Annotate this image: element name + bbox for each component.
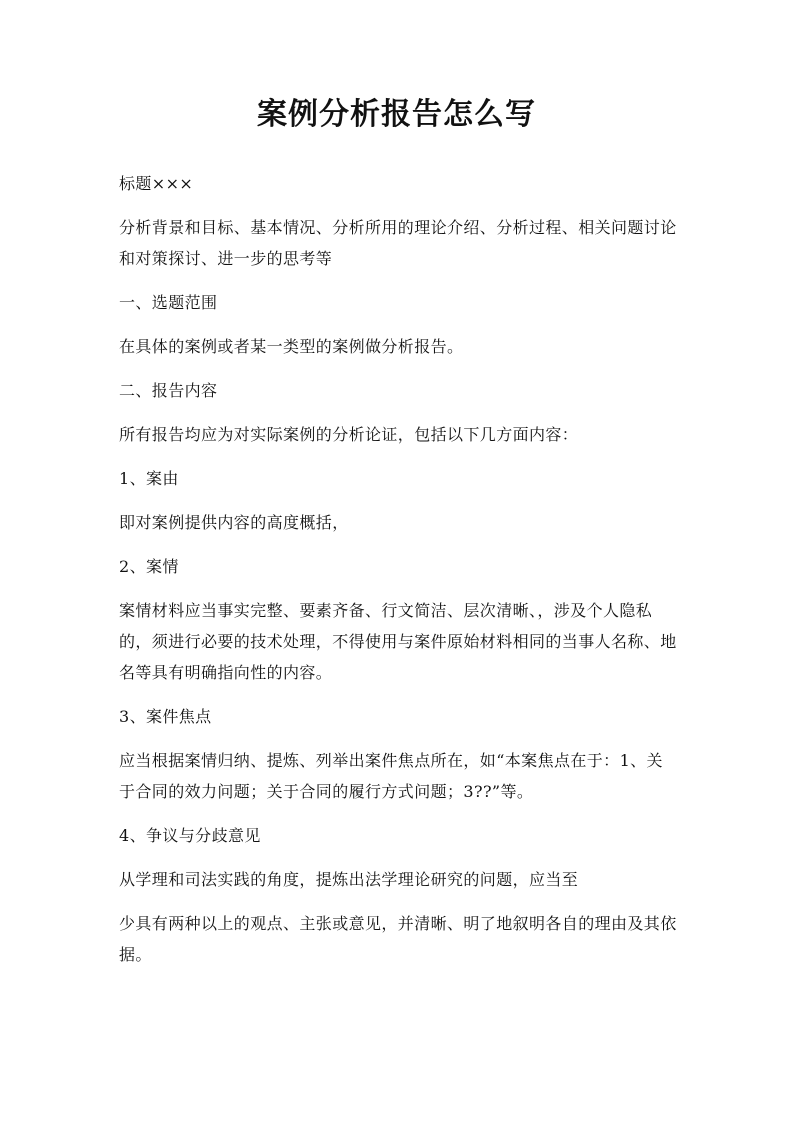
paragraph-case-focus: 应当根据案情归纳、提炼、列举出案件焦点所在，如“本案焦点在于：1、关于合同的效力问题；关于合同的履行方式问题；3??”等。 <box>119 751 663 801</box>
heading-title-placeholder: 标题××× <box>119 174 194 193</box>
section-heading-report-content: 二、报告内容 <box>119 381 218 400</box>
subheading-case-focus: 3、案件焦点 <box>119 707 212 726</box>
document-body <box>119 168 679 983</box>
paragraph-report-content: 所有报告均应为对实际案例的分析论证，包括以下几方面内容： <box>119 425 579 444</box>
paragraph-disputes-part2: 少具有两种以上的观点、主张或意见，并清晰、明了地叙明各自的理由及其依据。 <box>119 914 677 964</box>
subheading-case-facts: 2、案情 <box>119 557 179 576</box>
paragraph-outline: 分析背景和目标、基本情况、分析所用的理论介绍、分析过程、相关问题讨论和对策探讨、进一步的思考等 <box>119 218 677 268</box>
section-heading-topic-scope: 一、选题范围 <box>119 293 218 312</box>
paragraph-disputes-part1: 从学理和司法实践的角度，提炼出法学理论研究的问题，应当至 <box>119 870 579 889</box>
paragraph-case-facts: 案情材料应当事实完整、要素齐备、行文简洁、层次清晰、，涉及个人隐私的，须进行必要的技术处理，不得使用与案件原始材料相同的当事人名称、地名等具有明确指向性的内容。 <box>119 601 677 682</box>
subheading-disputes: 4、争议与分歧意见 <box>119 826 261 845</box>
subheading-cause: 1、案由 <box>119 469 179 488</box>
paragraph-cause: 即对案例提供内容的高度概括， <box>119 513 349 532</box>
paragraph-topic-scope: 在具体的案例或者某一类型的案例做分析报告。 <box>119 337 464 356</box>
document-title: 案例分析报告怎么写 <box>257 97 536 132</box>
